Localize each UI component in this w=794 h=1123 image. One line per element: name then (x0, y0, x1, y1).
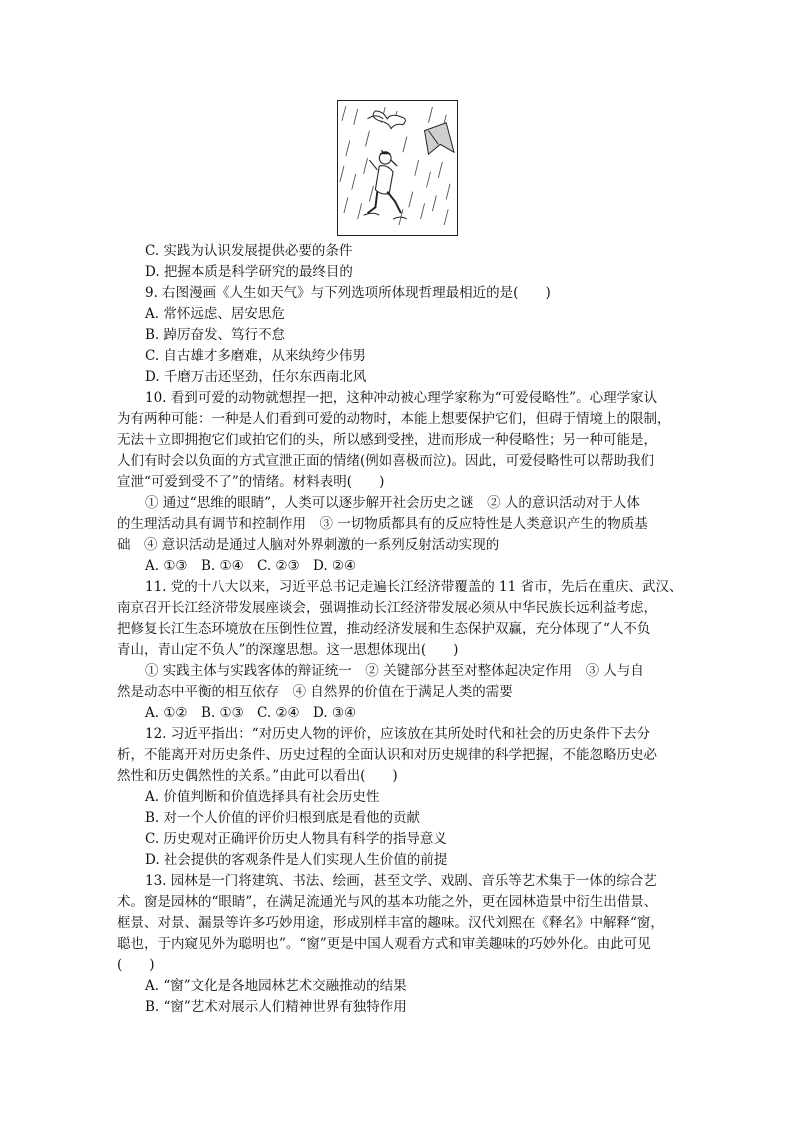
q9-option-a: A. 常怀远虑、居安思危 (145, 306, 285, 322)
cartoon-rain-umbrella-image (337, 100, 458, 236)
q9-stem: 9. 右图漫画《人生如天气》与下列选项所体现哲理最相近的是( ) (145, 285, 551, 301)
q10-choice-d: D. ②④ (313, 558, 357, 574)
q11-choice-a: A. ①② (145, 705, 188, 721)
q11-statement-line: ① 实践主体与实践客体的辩证统一 ② 关键部分甚至对整体起决定作用 ③ 人与自 (145, 663, 644, 679)
q11-choice-b: B. ①③ (201, 705, 244, 721)
q11-stem-line: 11. 党的十八大以来，习近平总书记走遍长江经济带覆盖的 11 省市，先后在重庆、武汉、 (145, 579, 683, 595)
q10-stem-line: 10. 看到可爱的动物就想捏一把，这种冲动被心理学家称为“可爱侵略性”。心理学家认 (145, 390, 658, 406)
q8-option-d: D. 把握本质是科学研究的最终目的 (145, 264, 353, 280)
q13-stem-line: 聪也，于内窥见外为聪明也”。“窗”更是中国人观看方式和审美趣味的巧妙外化。由此可见 (117, 936, 651, 952)
q13-stem-line: ( ) (117, 957, 155, 973)
q10-choices (117, 556, 677, 577)
q8-option-c: C. 实践为认识发展提供必要的条件 (145, 243, 353, 259)
q12-option-b: B. 对一个人价值的评价归根到底是看他的贡献 (145, 810, 421, 826)
q10-statement-line: 的生理活动具有调节和控制作用 ③ 一切物质都具有的反应特性是人类意识产生的物质基 (117, 516, 648, 532)
q10-statement-line: ① 通过“思维的眼睛”，人类可以逐步解开社会历史之谜 ② 人的意识活动对于人体 (145, 495, 640, 511)
q10-choice-a: A. ①③ (145, 558, 188, 574)
q13-option-a: A. “窗”文化是各地园林艺术交融推动的结果 (145, 978, 407, 994)
q9-option-d: D. 千磨万击还坚劲，任尔东西南北风 (145, 369, 367, 385)
q12-option-d: D. 社会提供的客观条件是人们实现人生价值的前提 (145, 852, 448, 868)
q13-stem-line: 框景、对景、漏景等许多巧妙用途，形成别样丰富的趣味。汉代刘熙在《释名》中解释“窗， (117, 915, 664, 931)
q11-choice-d: D. ③④ (313, 705, 357, 721)
q12-stem-line: 析，不能离开对历史条件、历史过程的全面认识和对历史规律的科学把握，不能忽略历史必 (117, 747, 657, 763)
q10-stem-line: 为有两种可能：一种是人们看到可爱的动物时，本能上想要保护它们，但碍于情境上的限制， (117, 411, 671, 427)
q13-stem-line: 术。窗是园林的“眼睛”，在满足流通光与风的基本功能之外，更在园林造景中衍生出借景、 (117, 894, 658, 910)
q9-option-b: B. 踔厉奋发、笃行不怠 (145, 327, 286, 343)
q11-stem-line: 青山，青山定不负人”的深邃思想。这一思想体现出( ) (117, 642, 459, 658)
q13-stem-line: 13. 园林是一门将建筑、书法、绘画，甚至文学、戏剧、音乐等艺术集于一体的综合艺 (145, 873, 657, 889)
q10-stem-line: 人们有时会以负面的方式宣泄正面的情绪(例如喜极而泣)。因此，可爱侵略性可以帮助我们 (117, 453, 655, 469)
q10-stem-line: 无法＋立即拥抱它们或拍它们的头，所以感到受挫，进而形成一种侵略性；另一种可能是， (117, 432, 657, 448)
q11-stem-line: 把修复长江生态环境放在压倒性位置，推动经济发展和生态保护双赢，充分体现了“人不负 (117, 621, 651, 637)
q12-option-c: C. 历史观对正确评价历史人物具有科学的指导意义 (145, 831, 447, 847)
q11-stem-line: 南京召开长江经济带发展座谈会，强调推动长江经济带发展必须从中华民族长远利益考虑， (117, 600, 657, 616)
q10-stem-line: 宣泄“可爱到受不了”的情绪。材料表明( ) (117, 474, 385, 490)
q12-stem-line: 12. 习近平指出：“对历史人物的评价，应该放在其所处时代和社会的历史条件下去分 (145, 726, 651, 742)
q12-stem-line: 然性和历史偶然性的关系。”由此可以看出( ) (117, 768, 398, 784)
q10-choice-b: B. ①④ (201, 558, 244, 574)
q11-statement-line: 然是动态中平衡的相互依存 ④ 自然界的价值在于满足人类的需要 (117, 684, 513, 700)
rain-umbrella-cartoon-icon (338, 101, 457, 235)
q11-choice-c: C. ②④ (257, 705, 300, 721)
q9-option-c: C. 自古雄才多磨难，从来纨绔少伟男 (145, 348, 366, 364)
q10-choice-c: C. ②③ (257, 558, 300, 574)
q11-choices (117, 703, 677, 724)
exam-text (117, 241, 683, 1018)
q12-option-a: A. 价值判断和价值选择具有社会历史性 (145, 789, 380, 805)
q10-statement-line: 础 ④ 意识活动是通过人脑对外界刺激的一系列反射活动实现的 (117, 537, 500, 553)
q13-option-b: B. “窗”艺术对展示人们精神世界有独特作用 (145, 999, 407, 1015)
